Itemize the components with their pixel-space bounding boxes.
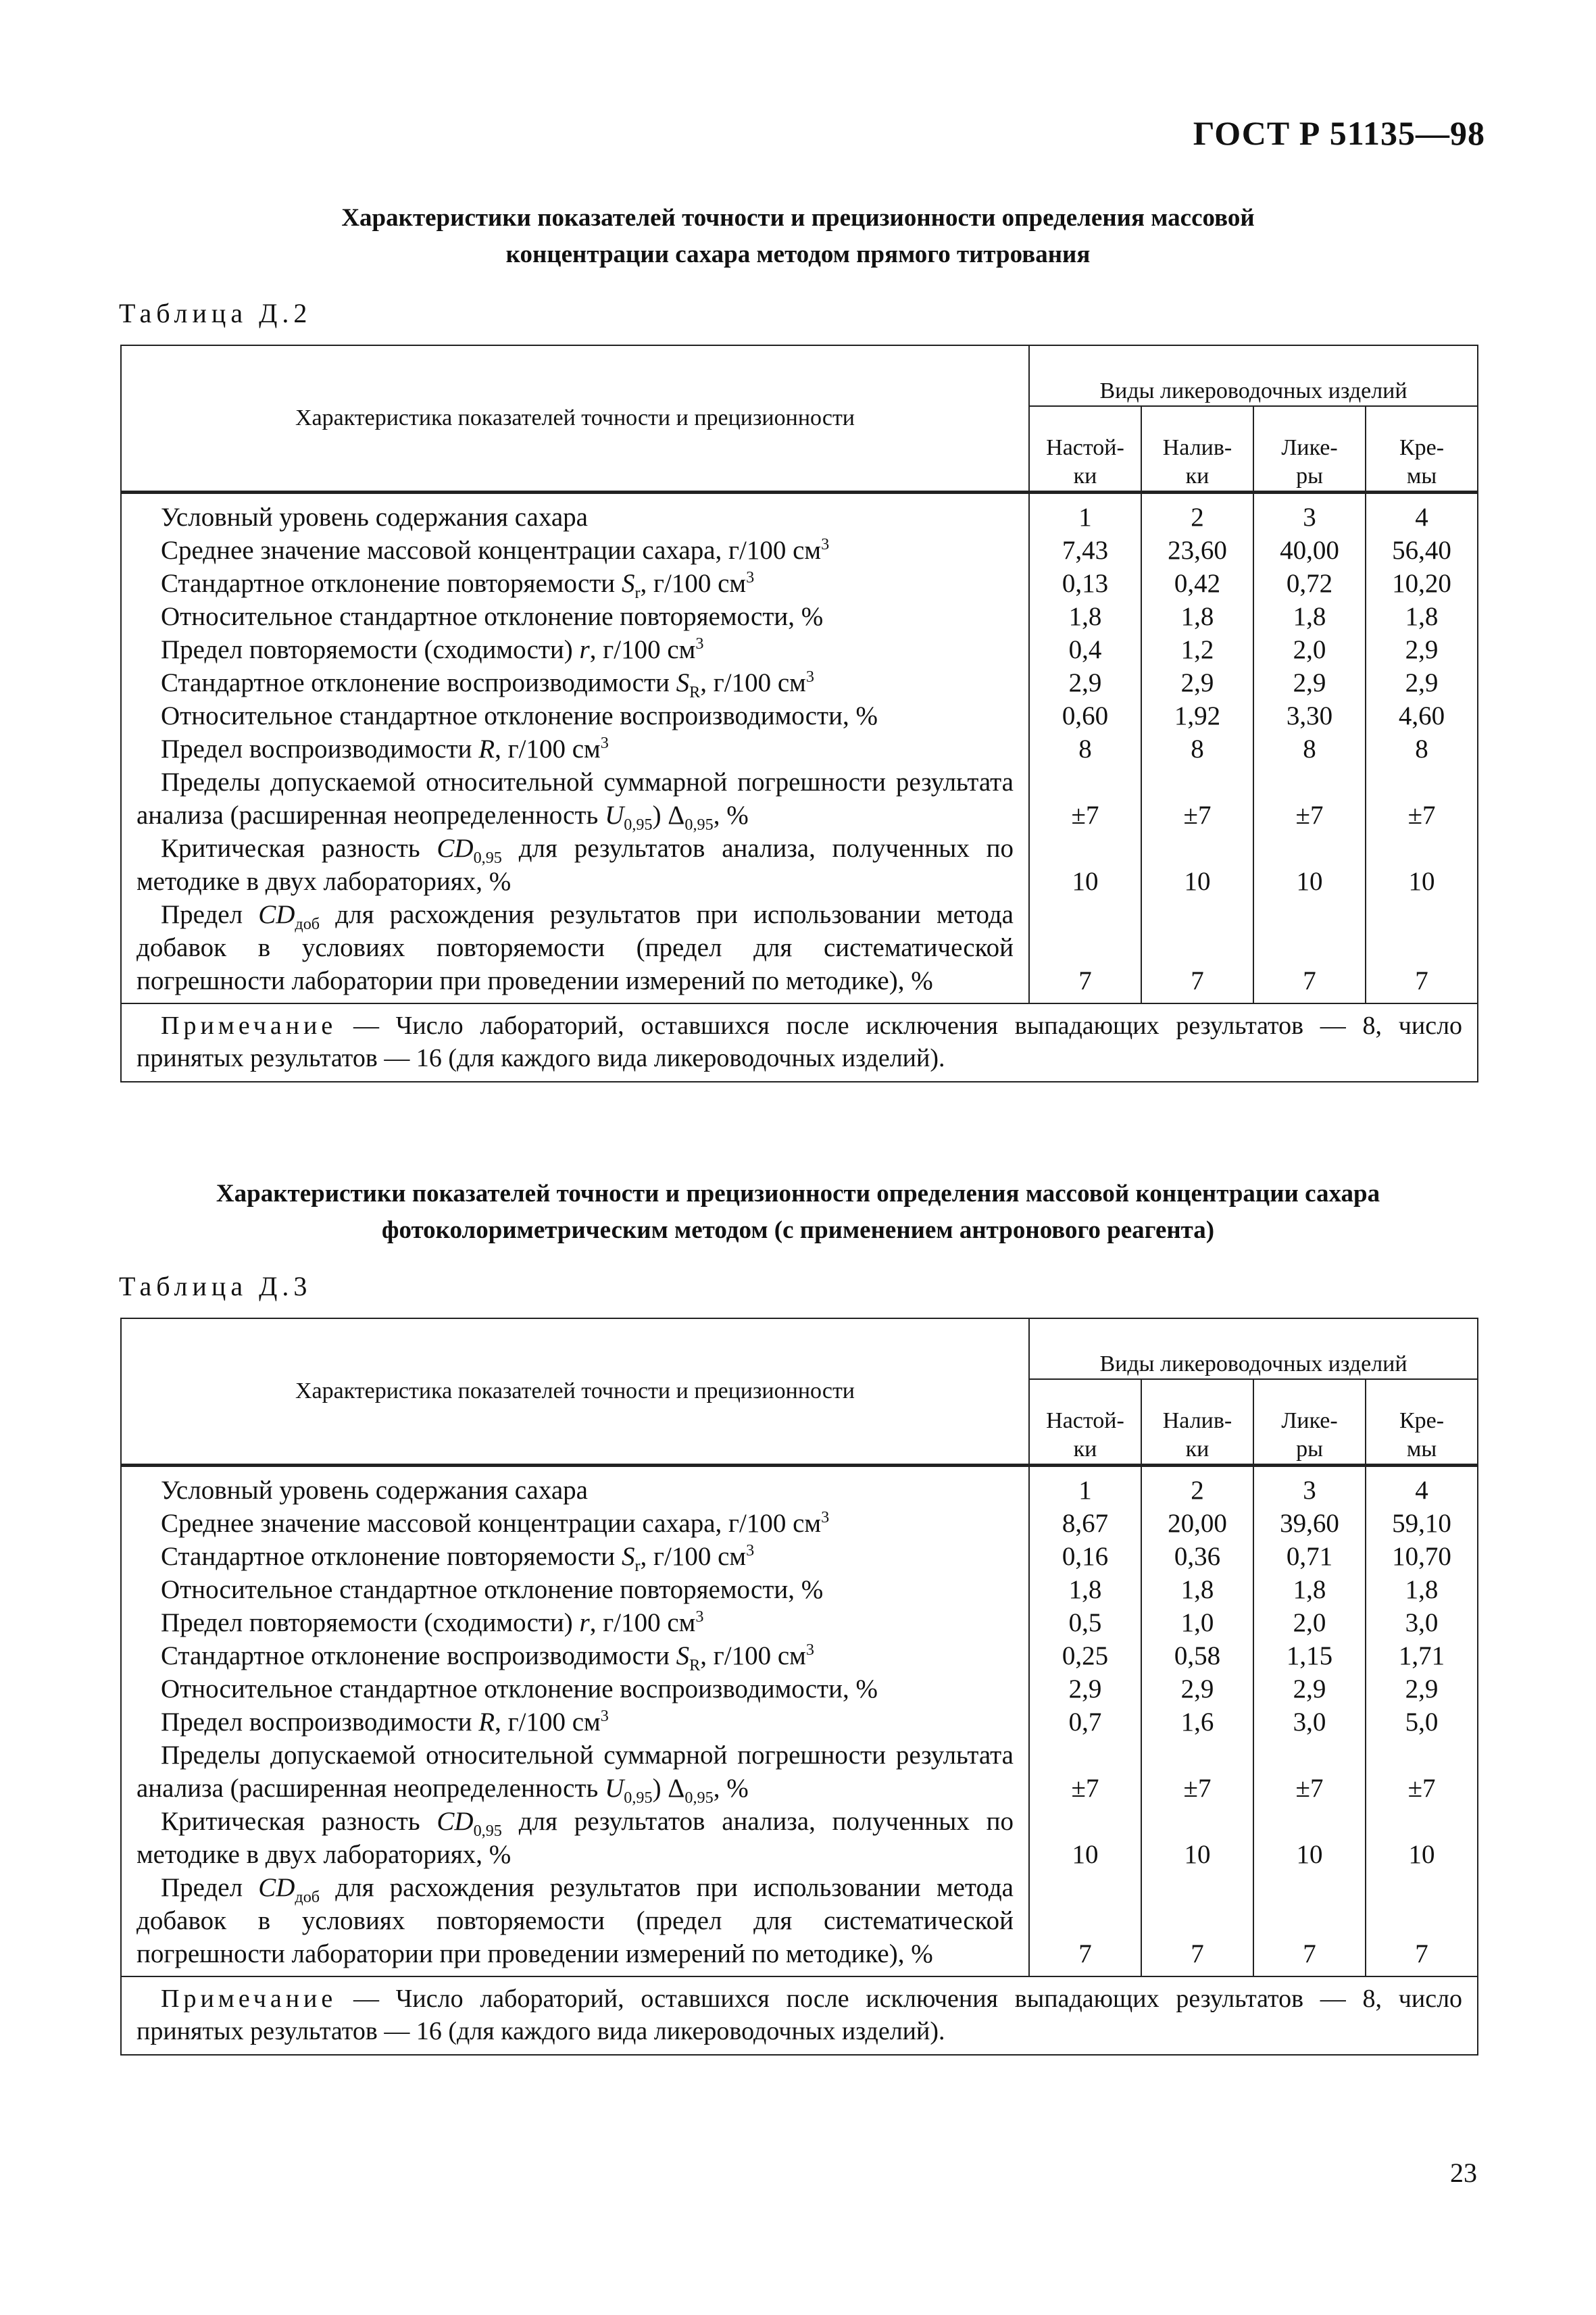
table-d2-title-line2: концентрации сахара методом прямого титрования xyxy=(505,241,1091,268)
table-d2-title xyxy=(101,200,1495,273)
value-cell: 0,25 xyxy=(1029,1639,1141,1672)
value-cell: 2 xyxy=(1141,493,1253,534)
characteristic-cell: Пределы допускаемой относительной суммарной погрешности результата анализа (расширенная неопределенность $U_{0,95}$) $\Delta_{0,95}$, % xyxy=(121,1739,1029,1805)
value-cell: ±7 xyxy=(1029,1739,1141,1805)
value-cell: 2,0 xyxy=(1253,633,1366,666)
header-characteristic: Характеристика показателей точности и прецизионности xyxy=(121,345,1029,493)
value-cell: 3,30 xyxy=(1253,699,1366,732)
characteristic-cell: Критическая разность $CD_{0,95}$ для результатов анализа, полученных по методике в двух лабораториях, % xyxy=(121,1805,1029,1871)
table-row xyxy=(121,567,1478,600)
value-cell: 2,0 xyxy=(1253,1606,1366,1639)
note-label: Примечание xyxy=(161,1012,337,1040)
header-column: Налив- ки xyxy=(1141,1379,1253,1466)
value-cell: 0,4 xyxy=(1029,633,1141,666)
value-cell: 7 xyxy=(1366,898,1478,1003)
value-cell: 1,8 xyxy=(1366,1573,1478,1606)
value-cell: 3,0 xyxy=(1253,1706,1366,1739)
table-row xyxy=(121,666,1478,699)
value-cell: 39,60 xyxy=(1253,1507,1366,1540)
table-d3-title-line1: Характеристики показателей точности и прецизионности определения массовой концентрации сахара xyxy=(216,1180,1380,1208)
value-cell: ±7 xyxy=(1253,1739,1366,1805)
characteristic-cell: Относительное стандартное отклонение воспроизводимости, % xyxy=(121,699,1029,732)
table-d2-label: Таблица Д.2 xyxy=(119,298,312,328)
table-row xyxy=(121,898,1478,1003)
value-cell: 1 xyxy=(1029,493,1141,534)
value-cell: 7 xyxy=(1366,1871,1478,1976)
value-cell: 2,9 xyxy=(1141,666,1253,699)
table-row xyxy=(121,493,1478,534)
value-cell: 8 xyxy=(1253,732,1366,766)
value-cell: ±7 xyxy=(1253,766,1366,832)
value-cell: 7 xyxy=(1029,1871,1141,1976)
table-row xyxy=(121,1466,1478,1508)
value-cell: 7 xyxy=(1141,898,1253,1003)
value-cell: ±7 xyxy=(1141,1739,1253,1805)
value-cell: 2,9 xyxy=(1029,1672,1141,1706)
table-d3-title xyxy=(101,1176,1495,1249)
note-row xyxy=(121,1003,1478,1082)
note-row xyxy=(121,1976,1478,2055)
characteristic-cell: Среднее значение массовой концентрации сахара, г/100 $см^3$ xyxy=(121,1507,1029,1540)
value-cell: 2,9 xyxy=(1366,633,1478,666)
value-cell: 7 xyxy=(1029,898,1141,1003)
value-cell: 1,8 xyxy=(1029,1573,1141,1606)
value-cell: 10 xyxy=(1029,1805,1141,1871)
characteristic-cell: Условный уровень содержания сахара xyxy=(121,1466,1029,1508)
characteristic-cell: Стандартное отклонение воспроизводимости $S_R$, г/100 $см^3$ xyxy=(121,1639,1029,1672)
table-row xyxy=(121,1871,1478,1976)
value-cell: 4 xyxy=(1366,1466,1478,1508)
note-cell xyxy=(121,1976,1478,2055)
value-cell: ±7 xyxy=(1141,766,1253,832)
note-label: Примечание xyxy=(161,1985,337,2013)
table-d3-label: Таблица Д.3 xyxy=(119,1271,312,1301)
table-row xyxy=(121,1573,1478,1606)
value-cell: 10 xyxy=(1141,1805,1253,1871)
note-text: — Число лабораторий, оставшихся после исключения выпадающих результатов — 8, число принятых результатов — 16 (для каждого вида ликероводочных изделий). xyxy=(136,1985,1463,2045)
value-cell: 2 xyxy=(1141,1466,1253,1508)
table-d2-title-line1: Характеристики показателей точности и прецизионности определения массовой xyxy=(341,204,1255,232)
characteristic-cell: Условный уровень содержания сахара xyxy=(121,493,1029,534)
value-cell: 10,20 xyxy=(1366,567,1478,600)
characteristic-cell: Относительное стандартное отклонение воспроизводимости, % xyxy=(121,1672,1029,1706)
value-cell: ±7 xyxy=(1366,766,1478,832)
value-cell: 1,6 xyxy=(1141,1706,1253,1739)
table-row xyxy=(121,1507,1478,1540)
document-code: ГОСТ Р 51135—98 xyxy=(1193,114,1485,152)
value-cell: 1,71 xyxy=(1366,1639,1478,1672)
value-cell: ±7 xyxy=(1366,1739,1478,1805)
value-cell: 3 xyxy=(1253,493,1366,534)
value-cell: 2,9 xyxy=(1253,1672,1366,1706)
table-row xyxy=(121,766,1478,832)
value-cell: 3 xyxy=(1253,1466,1366,1508)
value-cell: 40,00 xyxy=(1253,534,1366,567)
characteristic-cell: Предел $CD_{доб}$ для расхождения результатов при использовании метода добавок в условиях повторяемости (предел для систематической погрешности лаборатории при проведении измерений по методике), % xyxy=(121,1871,1029,1976)
table-row xyxy=(121,1706,1478,1739)
header-row xyxy=(121,1318,1478,1379)
header-column: Кре- мы xyxy=(1366,406,1478,493)
value-cell: 56,40 xyxy=(1366,534,1478,567)
value-cell: 0,60 xyxy=(1029,699,1141,732)
value-cell: ±7 xyxy=(1029,766,1141,832)
note-text: — Число лабораторий, оставшихся после исключения выпадающих результатов — 8, число принятых результатов — 16 (для каждого вида ликероводочных изделий). xyxy=(136,1012,1463,1072)
value-cell: 4,60 xyxy=(1366,699,1478,732)
value-cell: 10 xyxy=(1253,1805,1366,1871)
table-row xyxy=(121,1739,1478,1805)
value-cell: 0,58 xyxy=(1141,1639,1253,1672)
table-row xyxy=(121,1540,1478,1573)
header-column: Лике- ры xyxy=(1253,406,1366,493)
value-cell: 1,8 xyxy=(1141,1573,1253,1606)
characteristic-cell: Среднее значение массовой концентрации сахара, г/100 $см^3$ xyxy=(121,534,1029,567)
value-cell: 4 xyxy=(1366,493,1478,534)
value-cell: 7 xyxy=(1141,1871,1253,1976)
value-cell: 2,9 xyxy=(1253,666,1366,699)
characteristic-cell: Стандартное отклонение повторяемости $S_r$, г/100 $см^3$ xyxy=(121,567,1029,600)
value-cell: 1 xyxy=(1029,1466,1141,1508)
table-row xyxy=(121,633,1478,666)
value-cell: 1,0 xyxy=(1141,1606,1253,1639)
value-cell: 0,71 xyxy=(1253,1540,1366,1573)
table-row xyxy=(121,600,1478,633)
value-cell: 0,16 xyxy=(1029,1540,1141,1573)
value-cell: 10 xyxy=(1029,832,1141,898)
value-cell: 1,15 xyxy=(1253,1639,1366,1672)
value-cell: 0,7 xyxy=(1029,1706,1141,1739)
characteristic-cell: Предел $CD_{доб}$ для расхождения результатов при использовании метода добавок в условиях повторяемости (предел для систематической погрешности лаборатории при проведении измерений по методике), % xyxy=(121,898,1029,1003)
value-cell: 10 xyxy=(1366,832,1478,898)
characteristic-cell: Предел воспроизводимости R, г/100 $см^3$ xyxy=(121,1706,1029,1739)
header-column: Настой- ки xyxy=(1029,406,1141,493)
value-cell: 59,10 xyxy=(1366,1507,1478,1540)
characteristic-cell: Предел воспроизводимости R, г/100 $см^3$ xyxy=(121,732,1029,766)
header-column: Налив- ки xyxy=(1141,406,1253,493)
table-row xyxy=(121,832,1478,898)
value-cell: 2,9 xyxy=(1366,666,1478,699)
characteristic-cell: Предел повторяемости (сходимости) r, г/100 $см^3$ xyxy=(121,633,1029,666)
value-cell: 20,00 xyxy=(1141,1507,1253,1540)
header-characteristic: Характеристика показателей точности и прецизионности xyxy=(121,1318,1029,1466)
value-cell: 10 xyxy=(1366,1805,1478,1871)
characteristic-cell: Стандартное отклонение повторяемости $S_r$, г/100 $см^3$ xyxy=(121,1540,1029,1573)
value-cell: 0,36 xyxy=(1141,1540,1253,1573)
value-cell: 3,0 xyxy=(1366,1606,1478,1639)
characteristic-cell: Критическая разность $CD_{0,95}$ для результатов анализа, полученных по методике в двух лабораториях, % xyxy=(121,832,1029,898)
table-row xyxy=(121,1672,1478,1706)
table-d3 xyxy=(120,1318,1478,2056)
header-column: Кре- мы xyxy=(1366,1379,1478,1466)
header-row xyxy=(121,345,1478,406)
table-row xyxy=(121,1805,1478,1871)
value-cell: 1,92 xyxy=(1141,699,1253,732)
table-d3-title-line2: фотоколориметрическим методом (с применением антронового реагента) xyxy=(381,1216,1215,1244)
table-row xyxy=(121,1606,1478,1639)
characteristic-cell: Стандартное отклонение воспроизводимости $S_R$, г/100 $см^3$ xyxy=(121,666,1029,699)
value-cell: 0,72 xyxy=(1253,567,1366,600)
characteristic-cell: Пределы допускаемой относительной суммарной погрешности результата анализа (расширенная неопределенность $U_{0,95}$) $\Delta_{0,95}$, % xyxy=(121,766,1029,832)
value-cell: 10 xyxy=(1253,832,1366,898)
table-row xyxy=(121,699,1478,732)
value-cell: 10 xyxy=(1141,832,1253,898)
value-cell: 8 xyxy=(1029,732,1141,766)
table-row xyxy=(121,534,1478,567)
value-cell: 10,70 xyxy=(1366,1540,1478,1573)
value-cell: 0,42 xyxy=(1141,567,1253,600)
table-row xyxy=(121,1639,1478,1672)
value-cell: 2,9 xyxy=(1029,666,1141,699)
characteristic-cell: Предел повторяемости (сходимости) r, г/100 $см^3$ xyxy=(121,1606,1029,1639)
header-column: Лике- ры xyxy=(1253,1379,1366,1466)
value-cell: 1,8 xyxy=(1366,600,1478,633)
value-cell: 1,8 xyxy=(1141,600,1253,633)
value-cell: 8 xyxy=(1141,732,1253,766)
value-cell: 7,43 xyxy=(1029,534,1141,567)
value-cell: 23,60 xyxy=(1141,534,1253,567)
value-cell: 0,13 xyxy=(1029,567,1141,600)
table-row xyxy=(121,732,1478,766)
value-cell: 5,0 xyxy=(1366,1706,1478,1739)
header-product-types: Виды ликероводочных изделий xyxy=(1029,345,1478,406)
value-cell: 7 xyxy=(1253,1871,1366,1976)
value-cell: 1,2 xyxy=(1141,633,1253,666)
value-cell: 8 xyxy=(1366,732,1478,766)
value-cell: 2,9 xyxy=(1366,1672,1478,1706)
value-cell: 1,8 xyxy=(1253,600,1366,633)
value-cell: 7 xyxy=(1253,898,1366,1003)
value-cell: 0,5 xyxy=(1029,1606,1141,1639)
value-cell: 8,67 xyxy=(1029,1507,1141,1540)
characteristic-cell: Относительное стандартное отклонение повторяемости, % xyxy=(121,1573,1029,1606)
value-cell: 1,8 xyxy=(1029,600,1141,633)
characteristic-cell: Относительное стандартное отклонение повторяемости, % xyxy=(121,600,1029,633)
value-cell: 1,8 xyxy=(1253,1573,1366,1606)
header-product-types: Виды ликероводочных изделий xyxy=(1029,1318,1478,1379)
value-cell: 2,9 xyxy=(1141,1672,1253,1706)
header-column: Настой- ки xyxy=(1029,1379,1141,1466)
note-cell xyxy=(121,1003,1478,1082)
page-number: 23 xyxy=(1450,2158,1477,2188)
table-d2 xyxy=(120,345,1478,1082)
